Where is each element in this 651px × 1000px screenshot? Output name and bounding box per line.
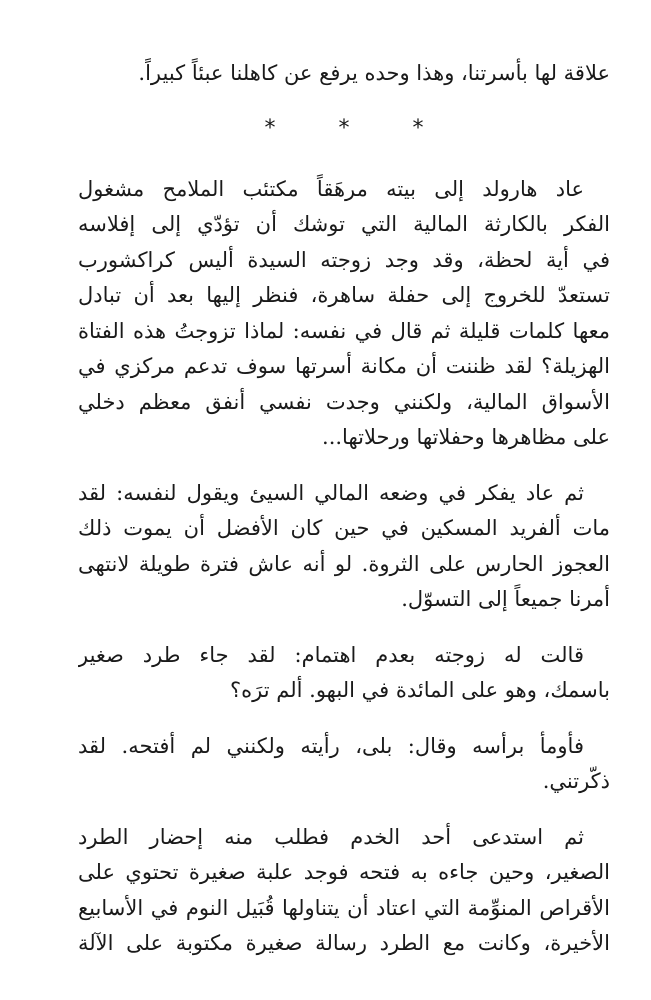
paragraph-3 xyxy=(78,476,610,618)
text-line: في أية لحظة، وقد وجد زوجته السيدة أليس كراكشورب xyxy=(78,247,610,272)
paragraph-2 xyxy=(78,172,610,456)
text-line: باسمك، وهو على المائدة في البهو. ألم ترَه؟ xyxy=(230,678,610,702)
text-line: الفكر بالكارثة المالية التي توشك أن تؤدّي إلى إفلاسه xyxy=(78,212,610,236)
text-line: على مظاهرها وحفلاتها ورحلاتها... xyxy=(322,425,610,449)
text-line: ثم عاد يفكر في وضعه المالي السيئ ويقول لنفسه: لقد xyxy=(78,480,584,505)
paragraph-6 xyxy=(78,820,610,962)
book-page xyxy=(78,56,610,1000)
text-line: معها كلمات قليلة ثم قال في نفسه: لماذا تزوجتُ هذه الفتاة xyxy=(78,318,610,343)
text-line: فأومأ برأسه وقال: بلى، رأيته ولكنني لم أفتحه. لقد xyxy=(78,733,584,758)
text-line: الأسواق المالية، ولكنني وجدت نفسي أنفق معظم دخلي xyxy=(78,389,610,414)
text-line: الأخيرة، وكانت مع الطرد رسالة صغيرة مكتوبة على الآلة xyxy=(78,931,610,955)
text-line: الصغير، وحين جاءه به فتحه فوجد علبة صغيرة تحتوي على xyxy=(78,860,610,884)
text-line: تستعدّ للخروج إلى حفلة ساهرة، فنظر إليها بعد أن تبادل xyxy=(78,283,610,307)
paragraph-5 xyxy=(78,729,610,800)
text-line: عاد هارولد إلى بيته مرهَقاً مكتئب الملامح مشغول xyxy=(78,176,584,201)
section-separator: * * * xyxy=(264,115,452,141)
text-line: الأقراص المنوِّمة التي اعتاد أن يتناولها قُبَيل النوم في الأسابيع xyxy=(78,895,610,920)
text-line: العجوز الحارس على الثروة. لو أنه عاش فترة طويلة لانتهى xyxy=(78,551,610,576)
text-line: ذكّرتني. xyxy=(542,769,610,793)
text-line: الهزيلة؟ لقد ظننت أن مكانة أسرتها سوف تدعم مركزي في xyxy=(78,354,610,378)
text-line: ثم استدعى أحد الخدم فطلب منه إحضار الطرد xyxy=(78,824,584,849)
text-line: قالت له زوجته بعدم اهتمام: لقد جاء طرد صغير xyxy=(78,642,584,667)
text-line: أمرنا جميعاً إلى التسوّل. xyxy=(401,587,610,611)
text-line: علاقة لها بأسرتنا، وهذا وحده يرفع عن كاهلنا عبئاً كبيراً. xyxy=(138,61,610,85)
text-line: مات ألفريد المسكين في حين كان الأفضل أن يموت ذلك xyxy=(78,516,610,540)
paragraph-1 xyxy=(78,56,610,92)
paragraph-4 xyxy=(78,638,610,709)
